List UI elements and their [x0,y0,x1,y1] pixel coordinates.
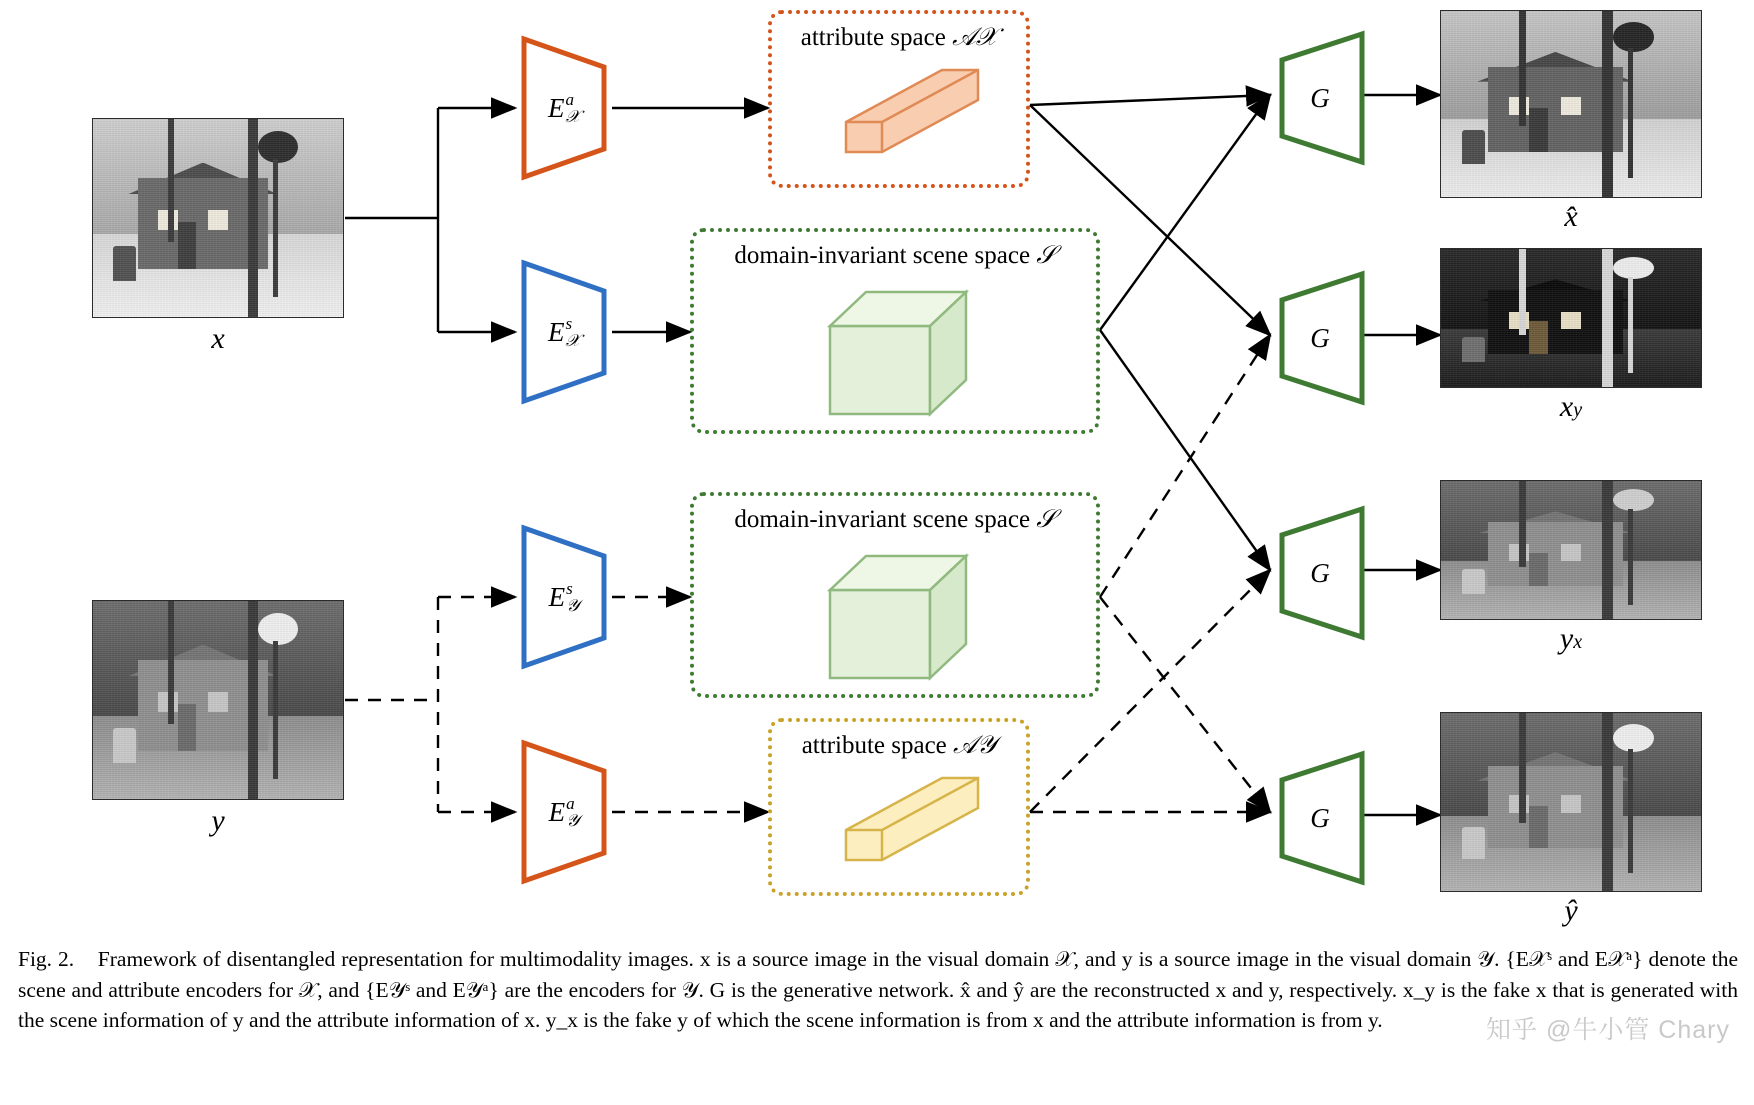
figure-caption-text: Framework of disentangled representation for multimodality images. x is a source image in the visual domain 𝒳, and y is a source image in the visual domain 𝒴. {E𝒳ˢ and E𝒳ᵃ} denote the scene and attribute encoders for 𝒳, and {E𝒴ˢ and E𝒴ᵃ} are the encoders for 𝒴. G is the generative network. x̂ and ŷ are the reconstructed x and y, respectively. x_y is the fake x that is generated with the scene information of y and the attribute information of x. y_x is the fake y of which the scene information is from x and the attribute information is from y. [18,947,1739,1033]
encoder-scene-y[interactable] [516,524,612,670]
scene-cube-x [822,284,982,422]
encoder-attribute-x-label: E a 𝒳 [547,90,581,126]
space-attribute-y-title: attribute space 𝒜𝒴 [801,732,997,759]
output-y-x [1440,480,1702,620]
encoder-scene-y-label: E s 𝒴 [548,579,580,615]
generator-2-label: G [1310,322,1330,353]
figure-label: Fig. 2. [18,947,75,971]
attribute-vector-x [824,66,994,176]
generator-4-label: G [1310,802,1330,833]
space-attribute-x [768,10,1030,188]
encoder-scene-x-label: E s 𝒳 [547,314,581,350]
generator-1-label: G [1310,82,1330,113]
figure-caption [18,944,1738,1036]
generator-4[interactable] [1270,750,1370,886]
encoder-attribute-y[interactable] [516,739,612,885]
attribute-vector-y [824,774,994,884]
generator-2[interactable] [1270,270,1370,406]
source-image-x [92,118,344,318]
space-attribute-x-title: attribute space 𝒜𝒳 [800,24,998,51]
output-x-hat-label: x̂ [1564,200,1578,233]
output-x-y-label: xy [1559,390,1583,423]
source-image-y [92,600,344,800]
encoder-attribute-y-label: E a 𝒴 [548,794,580,830]
watermark: 知乎 @牛小管 Chary [1486,1016,1730,1044]
source-image-y-label: y [211,804,225,837]
encoder-attribute-x[interactable] [516,35,612,181]
space-scene-y-title: domain-invariant scene space 𝒮 [734,506,1056,533]
space-scene-x [690,228,1100,434]
output-x-y [1440,248,1702,388]
space-scene-y [690,492,1100,698]
encoder-scene-x[interactable] [516,259,612,405]
space-attribute-y [768,718,1030,896]
scene-cube-y [822,548,982,686]
output-y-hat-label: ŷ [1564,894,1578,927]
space-scene-x-title: domain-invariant scene space 𝒮 [734,242,1056,269]
generator-3[interactable] [1270,505,1370,641]
generator-3-label: G [1310,557,1330,588]
output-x-hat [1440,10,1702,198]
generator-1[interactable] [1270,30,1370,166]
source-image-x-label: x [211,322,225,355]
output-y-x-label: yx [1559,622,1583,655]
output-y-hat [1440,712,1702,892]
